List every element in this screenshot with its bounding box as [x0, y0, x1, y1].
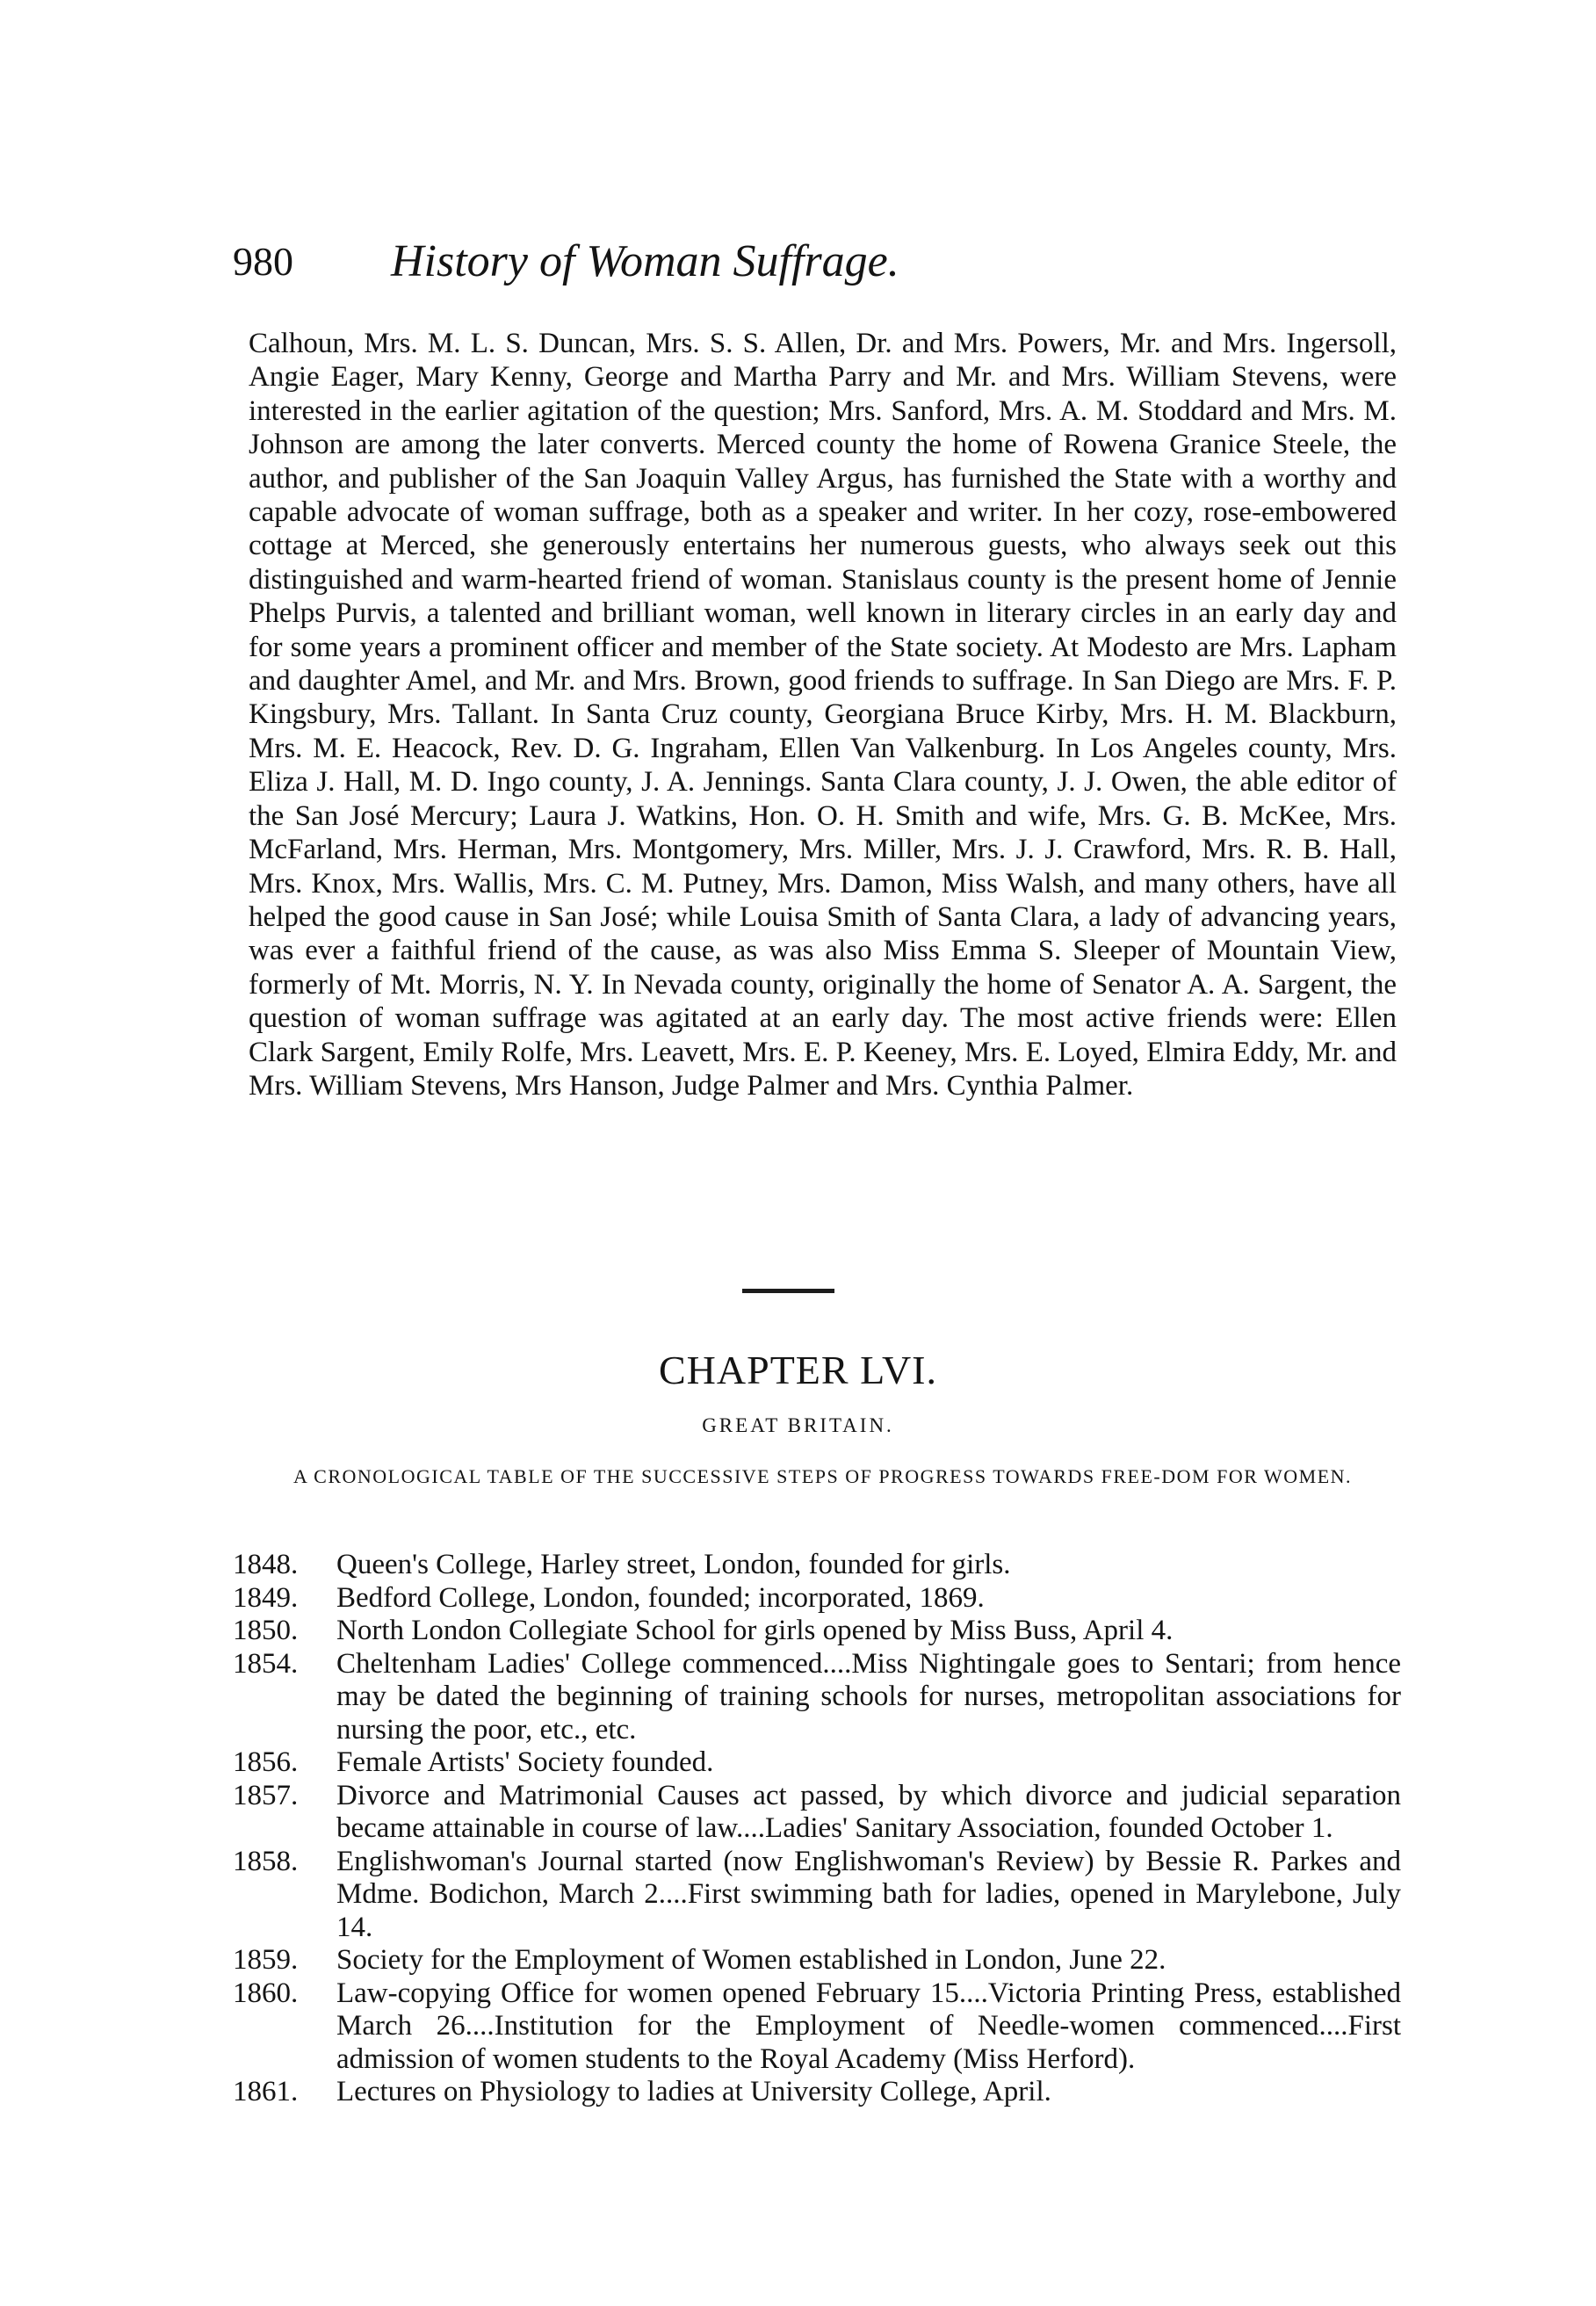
entry-text: Divorce and Matrimonial Causes act passed, by which divorce and judicial separation became attainable in course of law....Ladies' Sanitary Association, founded October 1.	[336, 1779, 1401, 1844]
entry-text: Bedford College, London, founded; incorporated, 1869.	[336, 1581, 985, 1614]
timeline-entry	[233, 1780, 1401, 1846]
entry-text: Law-copying Office for women opened February 15....Victoria Printing Press, established March 26....Institution for the Employment of Needle-women commenced....First admission of women students to the Royal Academy (Miss Herford).	[336, 1977, 1401, 2075]
timeline-entry	[233, 1746, 1401, 1780]
entry-year: 1848.	[233, 1549, 299, 1580]
timeline-entry	[233, 2076, 1401, 2109]
chapter-subtitle: GREAT BRITAIN.	[702, 1414, 894, 1436]
section-divider-rule	[742, 1289, 834, 1293]
entry-text: Society for the Employment of Women established in London, June 22.	[336, 1944, 1166, 1976]
chronological-table	[233, 1549, 1401, 2109]
body-paragraph: Calhoun, Mrs. M. L. S. Duncan, Mrs. S. S. Allen, Dr. and Mrs. Powers, Mr. and Mrs. Ingersoll, Angie Eager, Mary Kenny, George and Martha Parry and Mr. and Mrs. William Stevens, were interested in the earlier agitation of the question; Mrs. Sanford, Mrs. A. M. Stoddard and Mrs. M. Johnson are among the later converts. Merced county the home of Rowena Granice Steele, the author, and publisher of the San Joaquin Valley Argus, has furnished the State with a worthy and capable advocate of woman suffrage, both as a speaker and writer. In her cozy, rose-embowered cottage at Merced, she generously entertains her numerous guests, who always seek out this distinguished and warm-hearted friend of woman. Stanislaus county is the present home of Jennie Phelps Purvis, a talented and brilliant woman, well known in literary circles in an early day and for some years a prominent officer and member of the State society. At Modesto are Mrs. Lapham and daughter Amel, and Mr. and Mrs. Brown, good friends to suffrage. In San Diego are Mrs. F. P. Kingsbury, Mrs. Tallant. In Santa Cruz county, Georgiana Bruce Kirby, Mrs. H. M. Blackburn, Mrs. M. E. Heacock, Rev. D. G. Ingraham, Ellen Van Valkenburg. In Los Angeles county, Mrs. Eliza J. Hall, M. D. Ingo county, J. A. Jennings. Santa Clara county, J. J. Owen, the able editor of the San José Mercury; Laura J. Watkins, Hon. O. H. Smith and wife, Mrs. G. B. McKee, Mrs. McFarland, Mrs. Herman, Mrs. Montgomery, Mrs. Miller, Mrs. J. J. Crawford, Mrs. R. B. Hall, Mrs. Knox, Mrs. Wallis, Mrs. C. M. Putney, Mrs. Damon, Miss Walsh, and many others, have all helped the good cause in San José; while Louisa Smith of Santa Clara, a lady of advancing years, was ever a faithful friend of the cause, as was also Miss Emma S. Sleeper of Mountain View, formerly of Mt. Morris, N. Y. In Nevada county, originally the home of Senator A. A. Sargent, the question of woman suffrage was agitated at an early day. The most active friends were: Ellen Clark Sargent, Emily Rolfe, Mrs. Leavett, Mrs. E. P. Keeney, Mrs. E. Loyed, Elmira Eddy, Mr. and Mrs. William Stevens, Mrs Hanson, Judge Palmer and Mrs. Cynthia Palmer.	[249, 328, 1397, 1102]
entry-text: Female Artists' Society founded.	[336, 1746, 714, 1778]
entry-text: Queen's College, Harley street, London, founded for girls.	[336, 1549, 1011, 1580]
entry-year: 1859.	[233, 1944, 299, 1976]
body-text-block	[249, 327, 1397, 1102]
timeline-entry	[233, 1977, 1401, 2077]
entry-text: Lectures on Physiology to ladies at University College, April.	[336, 2076, 1051, 2107]
entry-text: Englishwoman's Journal started (now Englishwoman's Review) by Bessie R. Parkes and Mdme. Bodichon, March 2....First swimming bath for ladies, opened in Marylebone, July 14.	[336, 1845, 1401, 1943]
entry-year: 1854.	[233, 1647, 299, 1680]
entry-year: 1856.	[233, 1746, 299, 1778]
entry-year: 1860.	[233, 1977, 299, 2009]
entry-year: 1857.	[233, 1779, 299, 1811]
entry-year: 1858.	[233, 1845, 299, 1877]
running-head	[233, 235, 1401, 297]
entry-year: 1849.	[233, 1581, 299, 1614]
entry-text: North London Collegiate School for girls opened by Miss Buss, April 4.	[336, 1615, 1174, 1646]
timeline-entry	[233, 1944, 1401, 1977]
timeline-entry	[233, 1615, 1401, 1648]
timeline-entry	[233, 1846, 1401, 1945]
entry-year: 1861.	[233, 2076, 299, 2107]
timeline-entry	[233, 1582, 1401, 1616]
chapter-heading: CHAPTER LVI.	[659, 1348, 937, 1392]
page-number: 980	[233, 239, 293, 284]
entry-text: Cheltenham Ladies' College commenced....Miss Nightingale goes to Sentari; from hence may be dated the beginning of training schools for nurses, metropolitan associations for nursing the poor, etc., etc.	[336, 1647, 1401, 1746]
timeline-entry	[233, 1648, 1401, 1747]
timeline-entry	[233, 1549, 1401, 1582]
running-title: History of Woman Suffrage.	[391, 236, 899, 286]
entry-year: 1850.	[233, 1615, 299, 1646]
table-heading: A CRONOLOGICAL TABLE OF THE SUCCESSIVE STEPS OF PROGRESS TOWARDS FREE-DOM FOR WOMEN.	[292, 1465, 1353, 1487]
